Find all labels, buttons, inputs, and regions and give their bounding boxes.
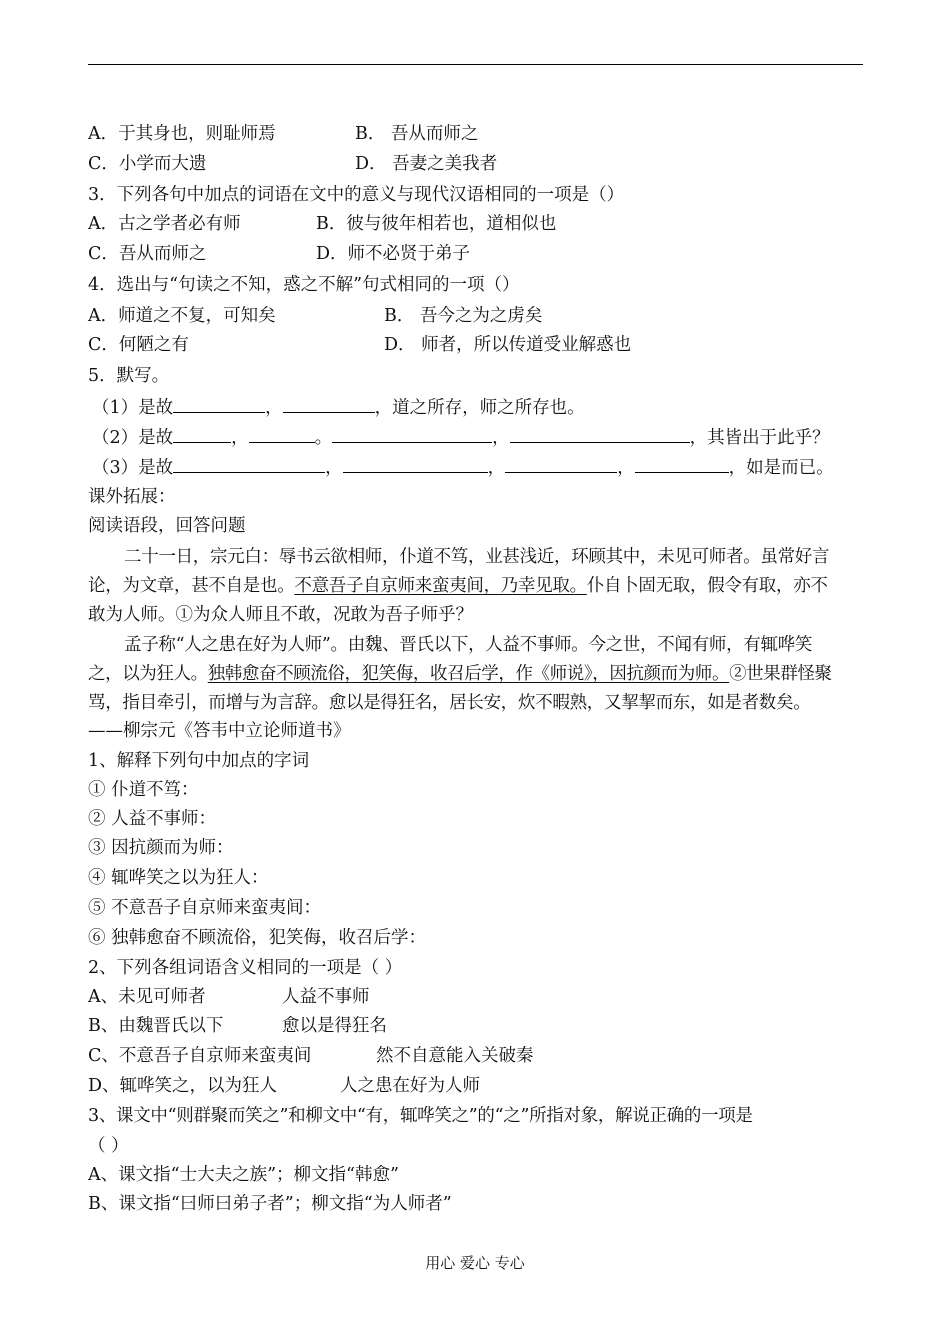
comma: ， <box>487 458 506 478</box>
comma: ， <box>617 458 635 478</box>
comma: ， <box>231 428 249 448</box>
q5-line1-prefix: （1）是故 <box>92 398 174 418</box>
eq2-option-b-right: 愈以是得狂名 <box>282 1016 387 1036</box>
q4-stem: 4．选出与“句读之不知，惑之不解”句式相同的一项（） <box>88 275 520 295</box>
dictation-blank[interactable] <box>343 454 488 473</box>
q4-option-c: C．何陋之有 <box>88 335 189 355</box>
dictation-blank[interactable] <box>510 424 690 443</box>
passage-p1-line1: 二十一日，宗元白：辱书云欲相师，仆道不笃，业甚浅近，环顾其中，未见可师者。虽常好言 <box>124 547 830 567</box>
dictation-blank[interactable] <box>505 454 617 473</box>
q2-option-d: D． 吾妻之美我者 <box>355 154 498 174</box>
q4-option-d: D． 师者，所以传道受业解惑也 <box>384 335 632 355</box>
comma: ， <box>492 428 510 448</box>
dictation-blank[interactable] <box>332 424 492 443</box>
q3-option-c: C．吾从而师之 <box>88 244 207 264</box>
q2-option-b: B． 吾从而师之 <box>355 124 479 144</box>
eq3-stem: 3、课文中“则群聚而笑之”和柳文中“有，辄哗笑之”的“之”所指对象，解说正确的一项是 <box>88 1106 753 1126</box>
eq1-item-4: ④ 辄哗笑之以为狂人： <box>88 868 269 888</box>
passage-p1-line3: 敢为人师。①为众人师且不敢，况敢为吾子师乎？ <box>88 605 473 625</box>
eq1-item-1: ① 仆道不笃： <box>88 780 199 800</box>
passage-p1-line2 <box>88 574 828 598</box>
q3-option-a: A．古之学者必有师 <box>88 214 241 234</box>
eq1-item-6: ⑥ 独韩愈奋不顾流俗，犯笑侮，收召后学： <box>88 928 427 948</box>
passage-p2-line1: 孟子称“人之患在好为人师”。由魏、晋氏以下，人益不事师。今之世，不闻有师，有辄哗笑 <box>124 635 813 655</box>
passage-text: 论，为文章，甚不自是也。 <box>88 576 295 596</box>
q4-option-b: B． 吾今之为之虏矣 <box>384 306 543 326</box>
eq2-stem: 2、下列各组词语含义相同的一项是（ ） <box>88 958 403 978</box>
dictation-blank[interactable] <box>249 424 315 443</box>
eq2-option-d-left: D、辄哗笑之，以为狂人 <box>88 1076 278 1096</box>
q5-line3-prefix: （3）是故 <box>92 458 174 478</box>
q5-stem: 5．默写。 <box>88 366 170 386</box>
q5-line2-suffix: ，其皆出于此乎？ <box>689 428 830 448</box>
dictation-blank[interactable] <box>173 424 231 443</box>
eq2-option-a-left: A、未见可师者 <box>88 987 206 1007</box>
extension-instruction: 阅读语段，回答问题 <box>88 516 246 536</box>
header-rule <box>88 64 863 65</box>
comma: ， <box>265 398 283 418</box>
q5-line1-suffix: ，道之所存，师之所存也。 <box>374 398 585 418</box>
dictation-blank[interactable] <box>173 394 265 413</box>
eq3-option-a: A、课文指“士大夫之族”；柳文指“韩愈” <box>88 1165 399 1185</box>
period: 。 <box>314 428 333 448</box>
eq2-option-d-right: 人之患在好为人师 <box>340 1076 480 1096</box>
eq3-option-b: B、课文指“曰师曰弟子者”；柳文指“为人师者” <box>88 1194 452 1214</box>
eq3-paren: （ ） <box>88 1136 129 1156</box>
dictation-blank[interactable] <box>283 394 375 413</box>
q5-line-1 <box>92 394 585 420</box>
eq2-option-a-right: 人益不事师 <box>282 987 370 1007</box>
underlined-sentence: 独韩愈奋不顾流俗，犯笑侮，收召后学，作《师说》，因抗颜而为师。 <box>207 664 730 684</box>
q3-option-d: D．师不必贤于弟子 <box>316 244 471 264</box>
passage-text: ②世果群怪聚 <box>729 664 832 684</box>
q5-line-2 <box>92 424 830 450</box>
passage-p2-line3: 骂，指目牵引，而增与为言辞。愈以是得狂名，居长安，炊不暇熟，又挈挈而东，如是者数矣。 <box>88 693 811 713</box>
q2-option-a: A．于其身也，则耻师焉 <box>88 124 276 144</box>
page-footer: 用心 爱心 专心 <box>425 1254 525 1272</box>
extension-heading: 课外拓展： <box>88 487 176 507</box>
passage-text: 仆自卜固无取，假令有取，亦不 <box>586 576 828 596</box>
dictation-blank[interactable] <box>173 454 325 473</box>
q4-option-a: A．师道之不复，可知矣 <box>88 306 276 326</box>
eq2-option-c-left: C、不意吾子自京师来蛮夷间 <box>88 1046 312 1066</box>
q5-line3-suffix: ，如是而已。 <box>728 458 834 478</box>
eq1-item-3: ③ 因抗颜而为师： <box>88 838 234 858</box>
eq1-stem: 1、解释下列句中加点的字词 <box>88 751 310 771</box>
underlined-sentence: 不意吾子自京师来蛮夷间，乃幸见取。 <box>294 576 587 596</box>
eq1-item-5: ⑤ 不意吾子自京师来蛮夷间： <box>88 898 322 918</box>
q3-option-b: B．彼与彼年相若也，道相似也 <box>316 214 557 234</box>
comma: ， <box>325 458 343 478</box>
passage-p2-line2 <box>88 662 832 686</box>
q5-line-3 <box>92 454 834 480</box>
eq2-option-c-right: 然不自意能入关破秦 <box>376 1046 534 1066</box>
passage-source: ——柳宗元《答韦中立论师道书》 <box>88 721 351 741</box>
eq2-option-b-left: B、由魏晋氏以下 <box>88 1016 224 1036</box>
passage-text: 之，以为狂人。 <box>88 664 208 684</box>
eq1-item-2: ② 人益不事师： <box>88 809 217 829</box>
q5-line2-prefix: （2）是故 <box>92 428 174 448</box>
q2-option-c: C．小学而大遗 <box>88 154 207 174</box>
q3-stem: 3．下列各句中加点的词语在文中的意义与现代汉语相同的一项是（） <box>88 185 625 205</box>
dictation-blank[interactable] <box>635 454 729 473</box>
